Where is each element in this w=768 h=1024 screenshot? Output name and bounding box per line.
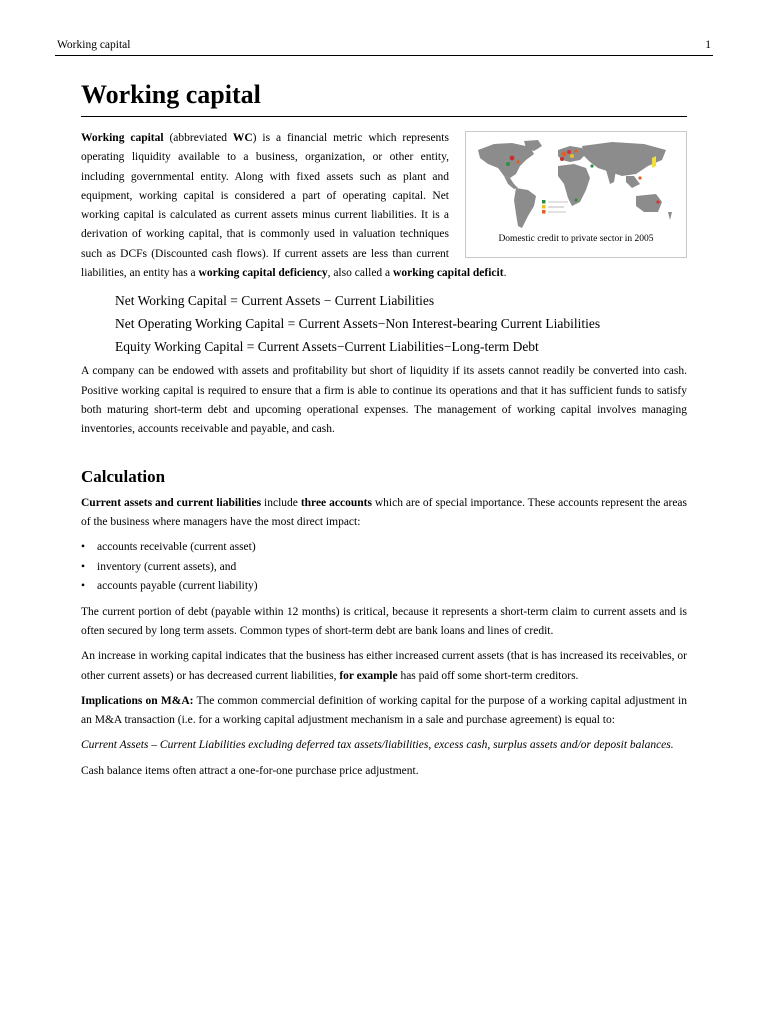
calculation-paragraph-2: The current portion of debt (payable within 12 months) is critical, because it represents a short-term claim to current assets and is often secured by long term assets. Common types of short-term debt are bank loans and lines of credit.	[81, 605, 687, 637]
article-body	[81, 78, 687, 787]
calculation-paragraph-6: Cash balance items often attract a one-for-one purchase price adjustment.	[81, 764, 419, 777]
calculation-paragraph-3: An increase in working capital indicates that the business has either increased current assets (that is has increased its receivables, or other current assets) or has decreased current liabilities, for example has paid off some short-term creditors.	[81, 650, 687, 682]
term-working-capital-deficiency: working capital deficiency	[198, 267, 328, 280]
running-header-title: Working capital	[57, 39, 131, 51]
formula-net-working-capital: Net Working Capital = Current Assets − Current Liabilities	[115, 293, 435, 309]
calculation-paragraph-4: Implications on M&A: The common commercial definition of working capital for the purpose of a working capital adjustment in an M&A transaction (i.e. for a working capital adjustment mechanism in a sale and purchase agreement) is equal to:	[81, 694, 687, 727]
list-item: • inventory (current assets), and	[81, 558, 687, 578]
running-header	[55, 39, 713, 56]
page-title: Working capital	[81, 78, 687, 117]
intro-section	[81, 129, 687, 283]
section-heading-calculation: Calculation	[81, 466, 166, 486]
calculation-paragraph-5: Current Assets – Current Liabilities excluding deferred tax assets/liabilities, excess cash, surplus assets and/or deposit balances.	[81, 739, 674, 752]
figure-caption: Domestic credit to private sector in 2005	[498, 234, 654, 244]
list-item: • accounts receivable (current asset)	[81, 538, 687, 558]
list-item: • accounts payable (current liability)	[81, 577, 687, 597]
formula-equity-working-capital: Equity Working Capital = Current Assets−Current Liabilities−Long-term Debt	[115, 339, 539, 355]
term-working-capital: Working capital	[81, 132, 164, 144]
liquidity-paragraph: A company can be endowed with assets and profitability but short of liquidity if its assets cannot readily be converted into cash. Positive working capital is required to ensure that a firm is able to continue its operations and that it has sufficient funds to satisfy both maturing short-term debt and upcoming operational expenses. The management of working capital involves managing inventories, accounts receivable and payable, and cash.	[81, 365, 687, 436]
intro-paragraph: Working capital (abbreviated WC) is a financial metric which represents operating liquidity available to a business, organization, or other entity, including governmental entity. Along with fixed assets such as plant and equipment, working capital is considered a part of operating capital. Net working capital is calculated as current assets minus current liabilities. It is a derivation of working capital, that is commonly used in valuation techniques such as DCFs (Discounted cash flows). If current assets are less than current liabilities, an entity has a working capital deficiency, also called a working capital deficit.	[81, 132, 507, 280]
page-number: 1	[705, 39, 711, 51]
term-working-capital-deficit: working capital deficit	[393, 267, 504, 280]
formula-net-operating-working-capital: Net Operating Working Capital = Current Assets−Non Interest-bearing Current Liabilities	[115, 316, 601, 332]
term-wc: WC	[232, 132, 253, 144]
world-map-figure	[465, 131, 687, 258]
accounts-list	[81, 538, 687, 597]
bullet-glyph: •	[81, 580, 86, 593]
calculation-paragraph-1: Current assets and current liabilities include three accounts which are of special importance. These accounts represent the areas of the business where managers have the most direct impact:	[81, 496, 687, 528]
formula-block	[115, 289, 687, 358]
world-map-image	[472, 138, 680, 234]
bullet-glyph: •	[81, 560, 86, 573]
bullet-glyph: •	[81, 541, 86, 554]
